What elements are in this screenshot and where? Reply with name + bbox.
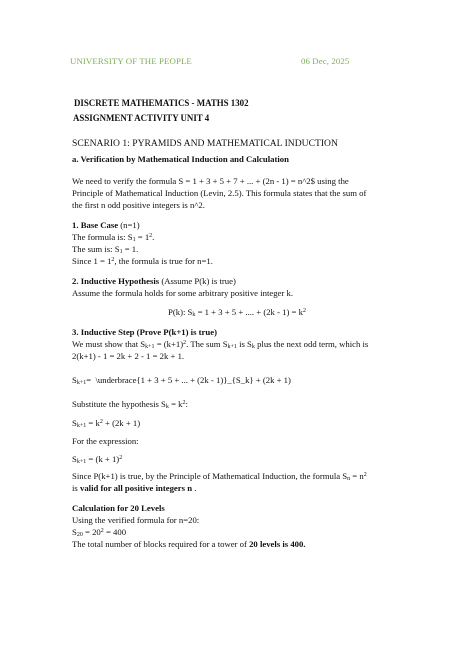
calculation-heading: Calculation for 20 Levels <box>72 503 165 513</box>
substituted-formula: $S_{k+1} = k^2 + (2k + 1)$ <box>72 418 141 429</box>
header-date: 06 Dec, 2025 <box>301 56 350 66</box>
hypothesis-text: Assume the formula holds for some arbitrary positive integer k. <box>72 288 293 298</box>
substitute-text: Substitute the hypothesis $S_k = k^2$: <box>72 399 188 410</box>
assignment-title: ASSIGNMENT ACTIVITY UNIT 4 <box>73 113 210 123</box>
intro-line-2: Principle of Mathematical Induction (Levin, 2.5). This formula states that the sum of <box>72 188 367 198</box>
inductive-step-line-2: 2(k+1) - 1 = 2k + 2 - 1 = 2k + 1. <box>72 351 185 361</box>
base-case-heading: 1. Base Case (n=1) <box>72 220 140 230</box>
conclusion-line-1: Since P(k+1) is true, by the Principle of Mathematical Induction, the formula $S_n = n^2$ <box>72 471 367 482</box>
inductive-step-heading: 3. Inductive Step (Prove P(k+1) is true) <box>72 327 217 337</box>
factored-formula: $S_{k+1} = (k + 1)^2$ <box>72 454 123 465</box>
hypothesis-formula: P(k): $S_k = 1 + 3 + 5$ + .... + $(2k - 1) = k^2$ <box>168 307 306 318</box>
base-case-conclusion: Since $1 = 1^2$, the formula is true for n=1. <box>72 256 213 266</box>
section-a-heading: a. Verification by Mathematical Induction and Calculation <box>72 154 289 164</box>
university-name: UNIVERSITY OF THE PEOPLE <box>70 56 192 66</box>
intro-line-1: We need to verify the formula S = 1 + 3 + 5 + 7 + ... + (2n - 1) = n^2$ using the <box>72 176 349 186</box>
calculation-line-1: Using the verified formula for n=20: <box>72 515 200 525</box>
expression-label: For the expression: <box>72 436 139 446</box>
base-case-sum: The sum is: $S_1 = 1$. <box>72 244 139 255</box>
course-title: DISCRETE MATHEMATICS - MATHS 1302 <box>74 98 249 108</box>
calculation-line-3: The total number of blocks required for a tower of 20 levels is 400. <box>72 539 306 549</box>
conclusion-line-2: is valid for all positive integers n . <box>72 483 197 493</box>
underbrace-formula: $S_{k+1}=$ \underbrace{1 + 3 + 5 + ... + (2k - 1)}_{S_k} + (2k + 1) <box>72 375 291 386</box>
hypothesis-heading: 2. Inductive Hypothesis (Assume P(k) is true) <box>72 276 236 286</box>
inductive-step-line-1: We must show that $S_{k+1} = (k+1)^2$. The sum $S_{k+1}$ is $S_k$ plus the next odd term, which is <box>72 339 369 350</box>
scenario-title: SCENARIO 1: PYRAMIDS AND MATHEMATICAL INDUCTION <box>72 138 338 149</box>
intro-line-3: the first n odd positive integers is n^2. <box>72 200 205 210</box>
base-case-formula: The formula is: $S_1 = 1^2$. <box>72 232 155 243</box>
calculation-line-2: $S_{20} = 20^2 = 400$ <box>72 527 127 538</box>
